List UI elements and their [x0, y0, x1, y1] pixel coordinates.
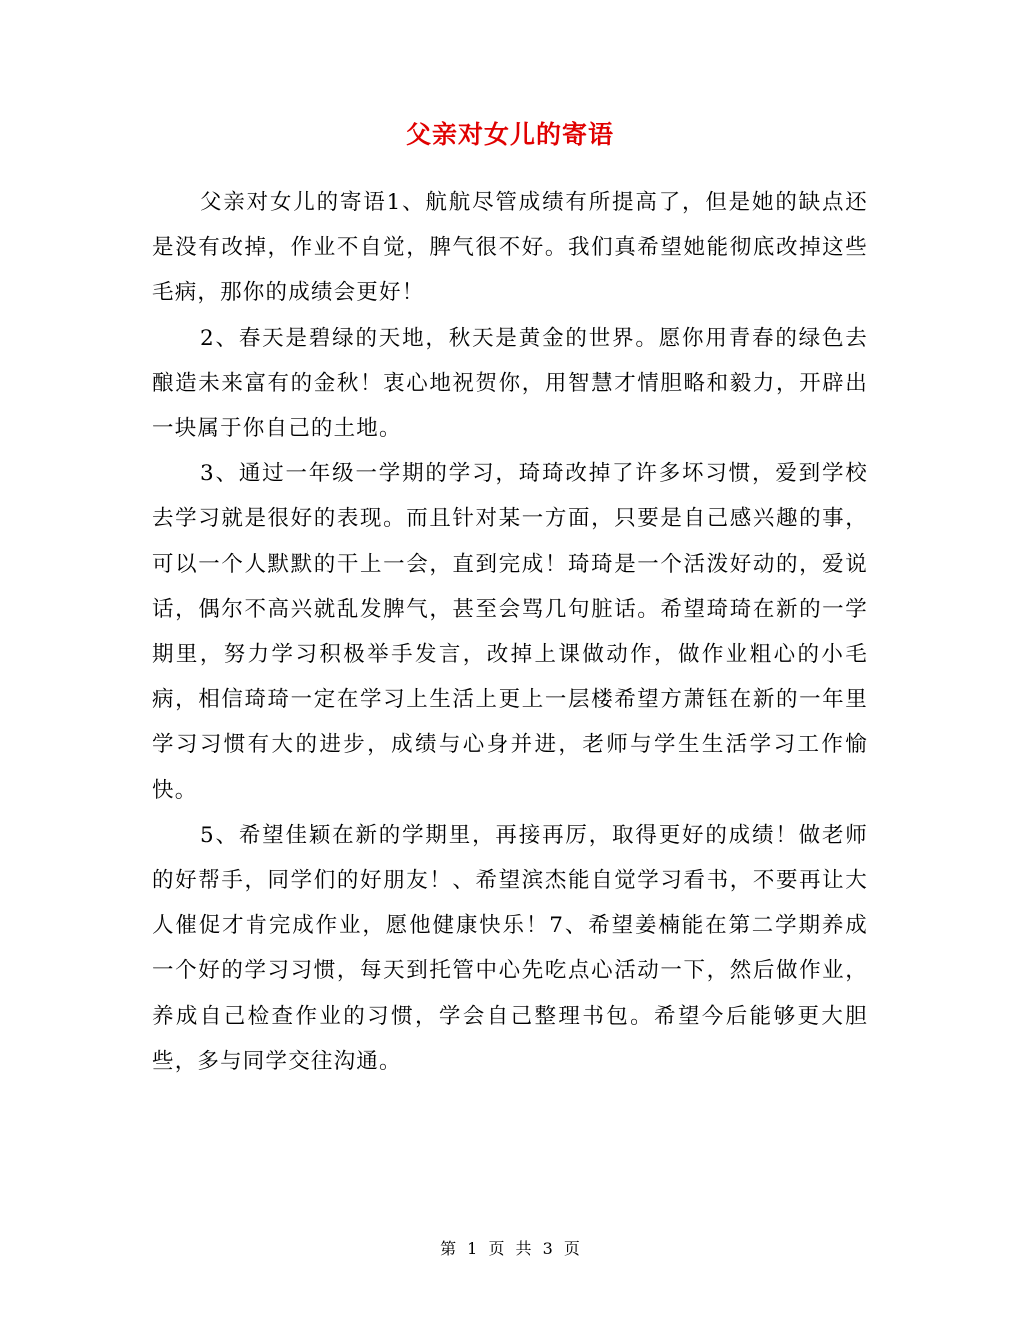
document-body — [152, 180, 868, 1084]
paragraph-4: 5、希望佳颖在新的学期里，再接再厉，取得更好的成绩！做老师的好帮手，同学们的好朋友！、希望滨杰能自觉学习看书，不要再让大人催促才肯完成作业，愿他健康快乐！7、希望姜楠能在第二学期养成一个好的学习习惯，每天到托管中心先吃点心活动一下，然后做作业，养成自己检查作业的习惯，学会自己整理书包。希望今后能够更大胆些，多与同学交往沟通。 — [152, 822, 868, 1074]
paragraph-2: 2、春天是碧绿的天地，秋天是黄金的世界。愿你用青春的绿色去酿造未来富有的金秋！衷心地祝贺你，用智慧才情胆略和毅力，开辟出一块属于你自己的土地。 — [152, 325, 868, 442]
paragraph-3: 3、通过一年级一学期的学习，琦琦改掉了许多坏习惯，爱到学校去学习就是很好的表现。而且针对某一方面，只要是自己感兴趣的事，可以一个人默默的干上一会，直到完成！琦琦是一个活泼好动的，爱说话，偶尔不高兴就乱发脾气，甚至会骂几句脏话。希望琦琦在新的一学期里，努力学习积极举手发言，改掉上课做动作，做作业粗心的小毛病，相信琦琦一定在学习上生活上更上一层楼希望方萧钰在新的一年里学习习惯有大的进步，成绩与心身并进，老师与学生生活学习工作愉快。 — [152, 461, 868, 803]
paragraph-1: 父亲对女儿的寄语1、航航尽管成绩有所提高了，但是她的缺点还是没有改掉，作业不自觉，脾气很不好。我们真希望她能彻底改掉这些毛病，那你的成绩会更好！ — [152, 190, 868, 306]
page-number: 第 1 页 共 3 页 — [440, 1239, 580, 1258]
document-title: 父亲对女儿的寄语 — [405, 120, 614, 149]
